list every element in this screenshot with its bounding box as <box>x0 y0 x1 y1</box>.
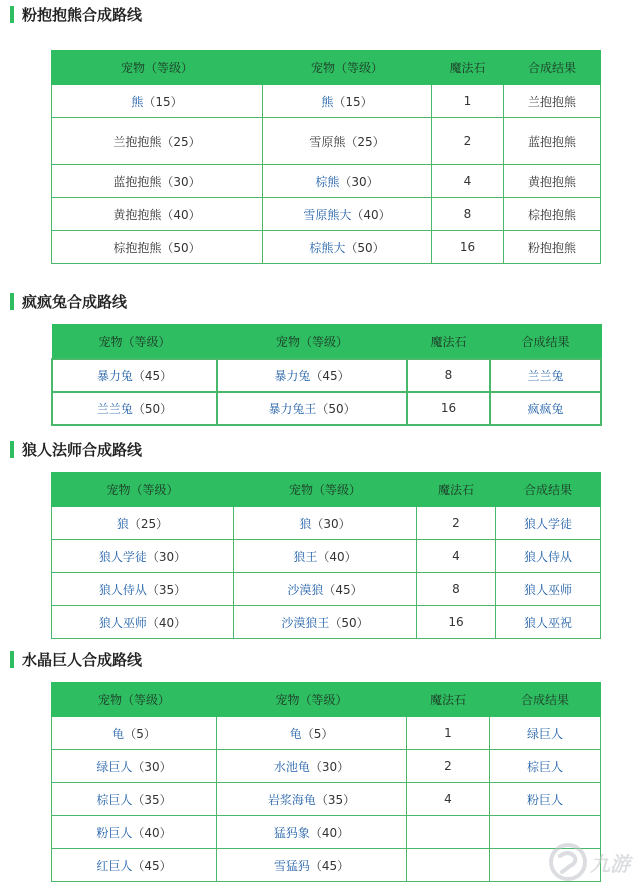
section-heading-2 <box>10 291 127 311</box>
table-row <box>52 198 601 231</box>
stones-cell: 8 <box>432 198 504 231</box>
pet1-link[interactable]: 狼人侍从 <box>98 582 147 597</box>
result-cell <box>496 507 601 540</box>
result-cell <box>490 392 601 425</box>
pet1-link[interactable]: 熊 <box>131 94 144 109</box>
pet2-cell <box>263 165 432 198</box>
result-text: 蓝抱抱熊 <box>527 134 576 149</box>
stones-cell <box>407 816 490 849</box>
pet1-cell <box>52 392 217 425</box>
pet1-cell <box>52 750 217 783</box>
result-text: 棕抱抱熊 <box>527 207 576 222</box>
header-pet-1: 宠物（等级） <box>52 473 234 507</box>
stones-cell: 16 <box>432 231 504 264</box>
header-result: 合成结果 <box>490 683 601 717</box>
pet1-cell <box>52 783 217 816</box>
result-cell <box>504 198 601 231</box>
heading-accent-bar <box>10 293 14 310</box>
pet2-cell <box>217 392 407 425</box>
pet2-cell <box>234 606 417 639</box>
header-stones: 魔法石 <box>407 683 490 717</box>
pet1-cell <box>52 717 217 750</box>
pet2-link[interactable]: 雪原熊大 <box>303 207 352 222</box>
header-stones: 魔法石 <box>417 473 496 507</box>
stones-cell: 16 <box>417 606 496 639</box>
pet1-level: （30） <box>132 759 172 774</box>
pet2-link[interactable]: 熊 <box>321 94 334 109</box>
pet2-cell <box>217 816 407 849</box>
result-link[interactable]: 狼人巫师 <box>523 582 572 597</box>
pet1-level: （45） <box>132 858 172 873</box>
table-row <box>52 507 601 540</box>
section-heading-1 <box>10 4 142 24</box>
pet1-link[interactable]: 狼人巫师 <box>98 615 147 630</box>
pet1-text: 棕抱抱熊 <box>113 240 162 255</box>
section-heading-4 <box>10 649 142 669</box>
pet1-text: 兰抱抱熊 <box>113 134 162 149</box>
pet1-level: （50） <box>132 401 173 416</box>
pet2-level: （45） <box>309 858 350 873</box>
pet2-cell <box>217 849 407 882</box>
pet2-link[interactable]: 棕熊 <box>315 174 340 189</box>
section-title: 粉抱抱熊合成路线 <box>22 5 143 24</box>
pet1-level: （25） <box>161 134 201 149</box>
stones-cell: 2 <box>407 750 490 783</box>
result-link[interactable]: 兰兰兔 <box>527 368 564 383</box>
result-link[interactable]: 狼人巫祝 <box>523 615 572 630</box>
result-cell <box>490 783 601 816</box>
header-pet-2: 宠物（等级） <box>217 325 407 359</box>
header-stones: 魔法石 <box>407 325 490 359</box>
pet1-cell <box>52 849 217 882</box>
result-cell <box>504 85 601 118</box>
pet2-level: （40） <box>309 825 350 840</box>
pet2-level: （45） <box>323 582 363 597</box>
pet2-link[interactable]: 水池龟 <box>273 759 310 774</box>
header-result: 合成结果 <box>496 473 601 507</box>
table-row <box>52 717 601 750</box>
result-link[interactable]: 疯疯兔 <box>527 401 564 416</box>
result-cell <box>490 359 601 392</box>
pet1-cell <box>52 816 217 849</box>
heading-accent-bar <box>10 651 14 668</box>
stones-cell: 2 <box>432 118 504 165</box>
pet2-level: （30） <box>311 516 351 531</box>
pet2-link[interactable]: 狼 <box>299 516 312 531</box>
pet2-level: （15） <box>333 94 373 109</box>
pet2-level: （50） <box>345 240 385 255</box>
stones-cell: 2 <box>417 507 496 540</box>
pet2-level: （40） <box>317 549 357 564</box>
stones-cell: 1 <box>432 85 504 118</box>
pet2-link[interactable]: 棕熊大 <box>309 240 346 255</box>
pet1-text: 黄抱抱熊 <box>113 207 162 222</box>
table-row <box>52 606 601 639</box>
synthesis-table-3 <box>51 472 601 639</box>
pet1-level: （5） <box>124 726 156 741</box>
header-pet-2: 宠物（等级） <box>217 683 407 717</box>
pet2-link[interactable]: 猛犸象 <box>273 825 310 840</box>
table-row <box>52 573 601 606</box>
pet1-level: （25） <box>128 516 169 531</box>
header-pet-2: 宠物（等级） <box>234 473 417 507</box>
result-text: 黄抱抱熊 <box>527 174 576 189</box>
pet1-cell <box>52 165 263 198</box>
pet2-link[interactable]: 沙漠狼王 <box>281 615 330 630</box>
header-pet-1: 宠物（等级） <box>52 51 263 85</box>
pet1-link[interactable]: 狼人学徒 <box>98 549 147 564</box>
pet2-level: （50） <box>329 615 369 630</box>
pet2-level: （25） <box>345 134 385 149</box>
pet2-link[interactable]: 沙漠狼 <box>287 582 324 597</box>
header-pet-2: 宠物（等级） <box>263 51 432 85</box>
pet2-cell <box>263 231 432 264</box>
watermark <box>548 840 632 884</box>
pet1-link[interactable]: 兰兰兔 <box>96 401 133 416</box>
pet1-cell <box>52 118 263 165</box>
pet1-cell <box>52 573 234 606</box>
header-result: 合成结果 <box>490 325 601 359</box>
pet2-level: （35） <box>315 792 356 807</box>
table-row <box>52 118 601 165</box>
stones-cell: 8 <box>407 359 490 392</box>
pet2-cell <box>217 717 407 750</box>
pet1-cell <box>52 85 263 118</box>
pet2-cell <box>217 783 407 816</box>
table-row <box>52 165 601 198</box>
pet1-cell <box>52 507 234 540</box>
table-row <box>52 85 601 118</box>
result-link[interactable]: 狼人学徒 <box>523 516 572 531</box>
pet1-link[interactable]: 龟 <box>112 726 125 741</box>
result-link[interactable]: 棕巨人 <box>526 759 563 774</box>
pet2-cell <box>217 750 407 783</box>
pet1-level: （35） <box>132 792 172 807</box>
pet1-level: （40） <box>146 615 187 630</box>
pet2-level: （50） <box>316 401 356 416</box>
pet1-link[interactable]: 红巨人 <box>96 858 133 873</box>
synthesis-table-1 <box>51 50 601 264</box>
pet1-link[interactable]: 暴力兔 <box>96 368 133 383</box>
pet2-text: 雪原熊 <box>309 134 346 149</box>
pet1-link[interactable]: 绿巨人 <box>96 759 133 774</box>
pet1-level: （50） <box>161 240 201 255</box>
nine-game-logo-icon <box>548 842 588 882</box>
pet2-cell <box>234 573 417 606</box>
heading-accent-bar <box>10 441 14 458</box>
table-header-row <box>52 683 601 717</box>
result-cell <box>496 540 601 573</box>
pet1-text: 蓝抱抱熊 <box>113 174 162 189</box>
pet2-link[interactable]: 暴力兔 <box>274 368 311 383</box>
pet2-level: （30） <box>339 174 379 189</box>
pet2-link[interactable]: 暴力兔王 <box>268 401 317 416</box>
synthesis-table-2 <box>51 324 602 426</box>
table-row <box>52 849 601 882</box>
section-title: 疯疯兔合成路线 <box>22 292 128 311</box>
stones-cell: 8 <box>417 573 496 606</box>
result-link[interactable]: 粉巨人 <box>526 792 563 807</box>
table-header-row <box>52 51 601 85</box>
watermark-text: 九游 <box>590 851 630 876</box>
pet2-level: （30） <box>309 759 350 774</box>
synthesis-table-4 <box>51 682 601 882</box>
pet2-cell <box>234 540 417 573</box>
pet1-link[interactable]: 狼 <box>116 516 129 531</box>
result-cell <box>496 606 601 639</box>
pet1-link[interactable]: 粉巨人 <box>96 825 133 840</box>
heading-accent-bar <box>10 6 14 23</box>
result-text: 粉抱抱熊 <box>527 240 576 255</box>
stones-cell: 4 <box>432 165 504 198</box>
result-link[interactable]: 狼人侍从 <box>523 549 572 564</box>
section-title: 水晶巨人合成路线 <box>22 650 143 669</box>
stones-cell: 4 <box>417 540 496 573</box>
stones-cell <box>407 849 490 882</box>
result-cell <box>496 573 601 606</box>
header-result: 合成结果 <box>504 51 601 85</box>
table-row <box>52 392 601 425</box>
pet2-cell <box>217 359 407 392</box>
pet1-cell <box>52 540 234 573</box>
section-title: 狼人法师合成路线 <box>22 440 143 459</box>
stones-cell: 1 <box>407 717 490 750</box>
result-cell <box>504 231 601 264</box>
pet1-level: （40） <box>132 825 172 840</box>
result-cell <box>490 717 601 750</box>
table-row <box>52 783 601 816</box>
header-stones: 魔法石 <box>432 51 504 85</box>
pet2-level: （40） <box>351 207 391 222</box>
table-row <box>52 359 601 392</box>
result-link[interactable]: 绿巨人 <box>526 726 563 741</box>
pet1-level: （45） <box>132 368 173 383</box>
table-row <box>52 816 601 849</box>
pet1-cell <box>52 231 263 264</box>
result-cell <box>490 750 601 783</box>
pet2-link[interactable]: 岩浆海龟 <box>267 792 316 807</box>
pet2-level: （5） <box>301 726 334 741</box>
header-pet-1: 宠物（等级） <box>52 683 217 717</box>
pet1-level: （15） <box>143 94 183 109</box>
pet2-cell <box>263 118 432 165</box>
pet1-cell <box>52 198 263 231</box>
pet1-level: （40） <box>161 207 201 222</box>
pet1-level: （35） <box>146 582 187 597</box>
pet1-level: （30） <box>146 549 187 564</box>
header-pet-1: 宠物（等级） <box>52 325 217 359</box>
pet1-cell <box>52 606 234 639</box>
table-row <box>52 231 601 264</box>
pet2-cell <box>263 85 432 118</box>
section-heading-3 <box>10 439 142 459</box>
pet1-level: （30） <box>161 174 201 189</box>
pet1-cell <box>52 359 217 392</box>
result-text: 兰抱抱熊 <box>527 94 576 109</box>
stones-cell: 4 <box>407 783 490 816</box>
table-row <box>52 750 601 783</box>
pet1-link[interactable]: 棕巨人 <box>96 792 133 807</box>
result-cell <box>504 118 601 165</box>
result-cell <box>504 165 601 198</box>
pet2-link[interactable]: 龟 <box>289 726 302 741</box>
table-header-row <box>52 325 601 359</box>
pet2-cell <box>263 198 432 231</box>
pet2-cell <box>234 507 417 540</box>
stones-cell: 16 <box>407 392 490 425</box>
pet2-link[interactable]: 狼王 <box>293 549 318 564</box>
table-header-row <box>52 473 601 507</box>
pet2-level: （45） <box>310 368 350 383</box>
pet2-link[interactable]: 雪猛犸 <box>273 858 310 873</box>
table-row <box>52 540 601 573</box>
